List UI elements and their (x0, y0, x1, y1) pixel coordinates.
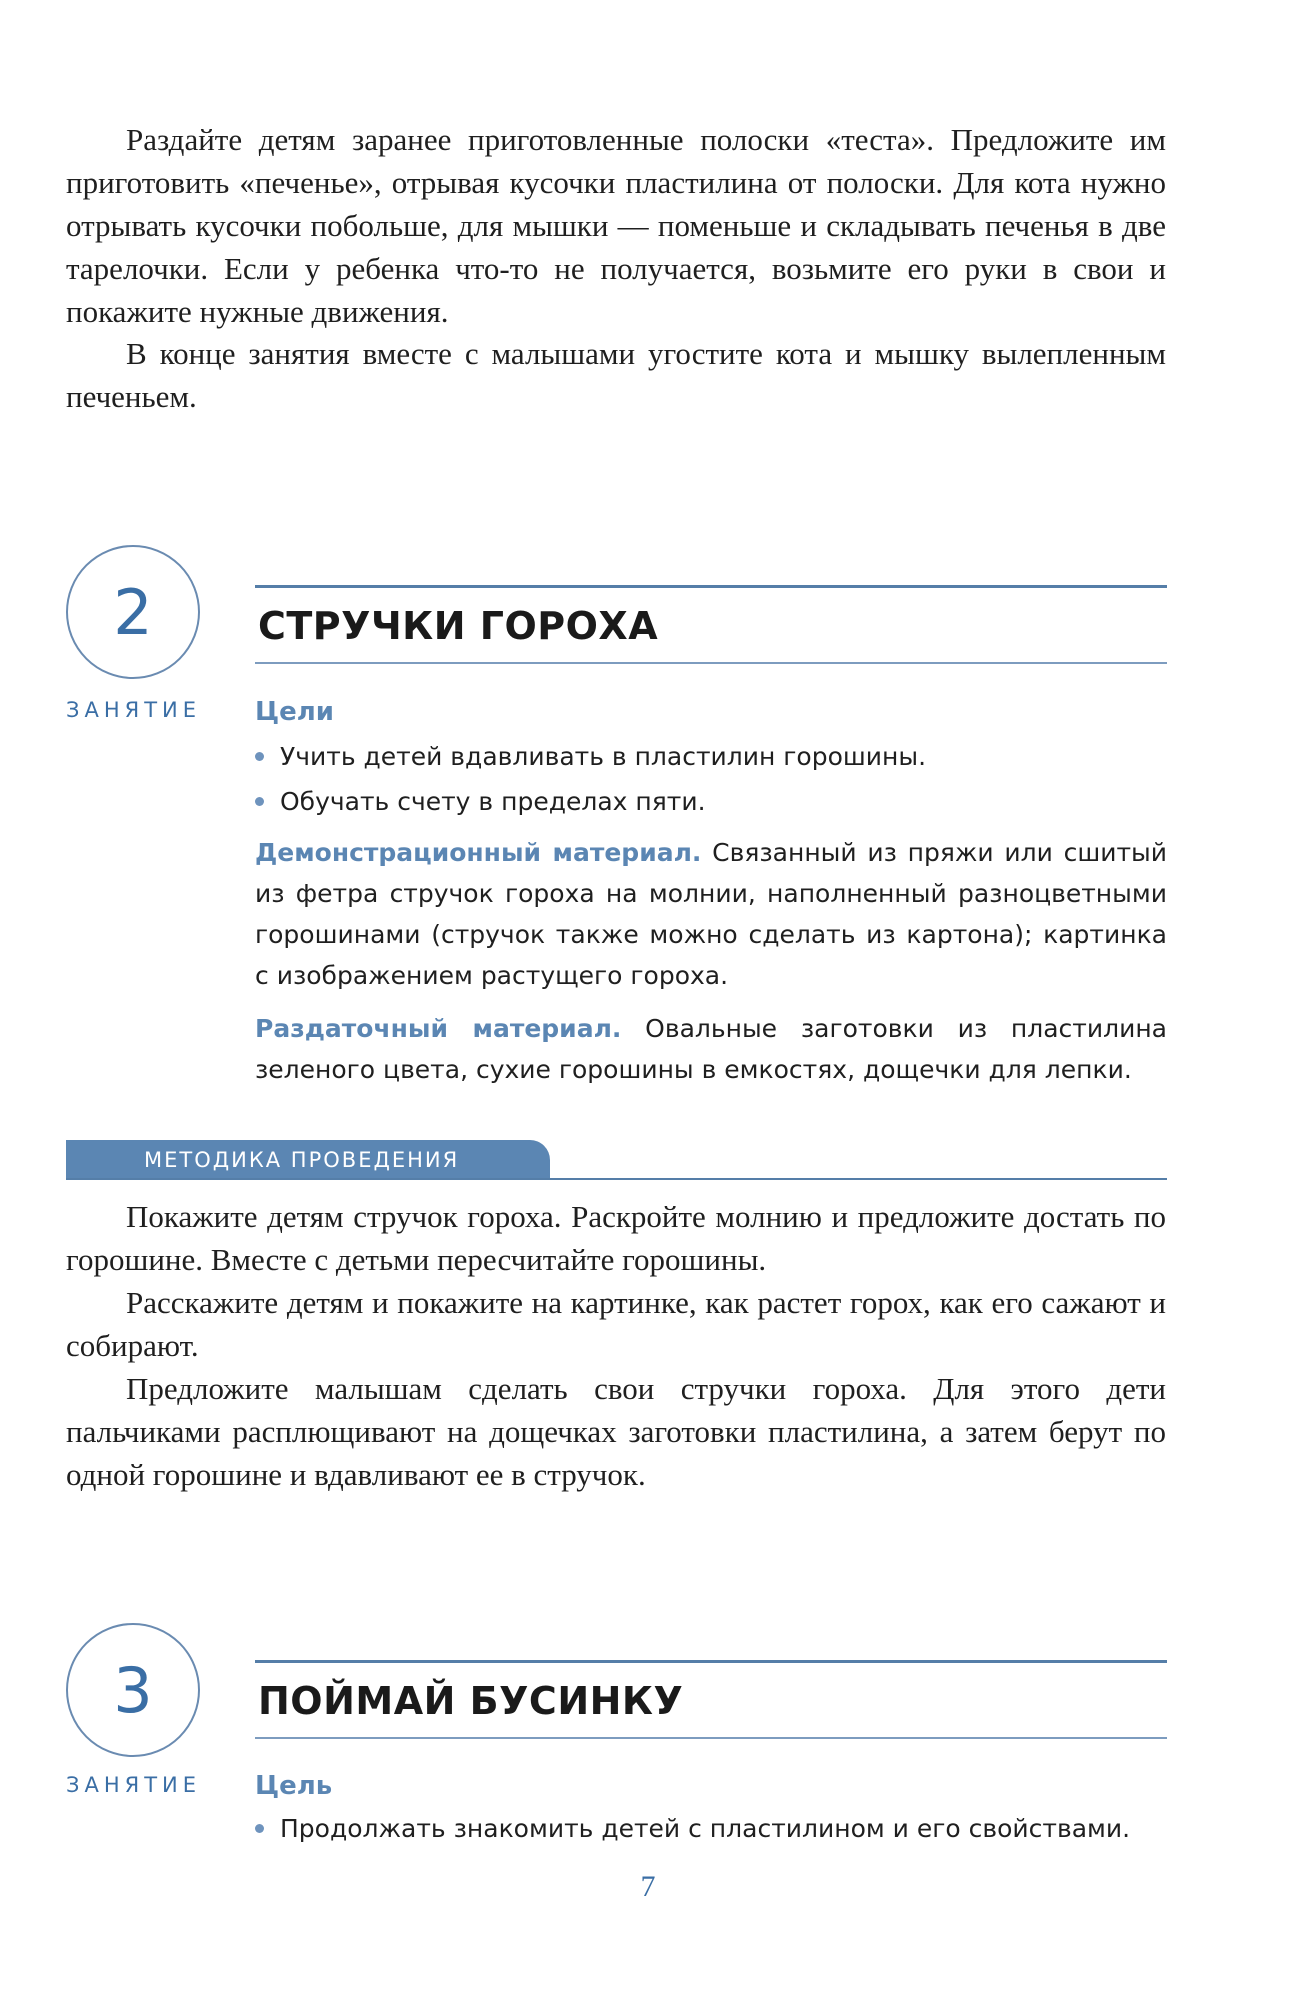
lesson-3-top-rule (255, 1660, 1167, 1663)
bullet-dot-icon (255, 752, 264, 761)
lesson-3-label: ЗАНЯТИЕ (66, 1773, 202, 1797)
lesson-2-number: 2 (113, 575, 153, 649)
handout-material-label: Раздаточный материал. (255, 1014, 622, 1043)
lesson-2-title: СТРУЧКИ ГОРОХА (258, 604, 659, 648)
lesson-3-number: 3 (113, 1653, 153, 1727)
demo-material-text: Связанный из пряжи или сшитый из фетра стручок гороха на молнии, наполненный разноцветными горошинами (стручок также можно сделать из картона); картинка с изображением растущего гороха. (255, 838, 1168, 990)
method-paragraph-2: Расскажите детям и покажите на картинке, как растет горох, как его сажают и собирают. (66, 1285, 1166, 1363)
bullet-dot-icon (255, 797, 264, 806)
method-heading: МЕТОДИКА ПРОВЕДЕНИЯ (66, 1140, 550, 1180)
lesson-2-goal-item: Обучать счету в пределах пяти. (255, 782, 706, 822)
page-number: 7 (640, 1870, 656, 1903)
lesson-3-title: ПОЙМАЙ БУСИНКУ (258, 1679, 684, 1723)
handout-material-text: Овальные заготовки из пластилина зеленого цвета, сухие горошины в емкостях, дощечки для лепки. (255, 1014, 1167, 1084)
method-paragraph-1: Покажите детям стручок гороха. Раскройте молнию и предложите достать по горошине. Вместе с детьми пересчитайте горошины. (66, 1199, 1166, 1277)
bullet-dot-icon (255, 1824, 264, 1833)
intro-paragraph-1: Раздайте детям заранее приготовленные полоски «теста». Предложите им приготовить «печенье», отрывая кусочки пластилина от полоски. Для кота нужно отрывать кусочки побольше, для мышки — поменьше и складывать печенья в две тарелочки. Если у ребенка что-то не получается, возьмите его руки в свои и покажите нужные движения. (66, 122, 1166, 329)
lesson-2-goals-heading: Цели (255, 697, 335, 727)
intro-paragraph-2: В конце занятия вместе с малышами угостите кота и мышку вылепленным печеньем. (66, 336, 1166, 414)
lesson-2-number-circle (66, 545, 200, 679)
lesson-2-goal-item: Учить детей вдавливать в пластилин горошины. (255, 737, 926, 777)
lesson-3-bottom-rule (255, 1737, 1167, 1739)
lesson-2-label: ЗАНЯТИЕ (66, 698, 202, 722)
lesson-2-handout-material (255, 1008, 1167, 1090)
lesson-2-top-rule (255, 585, 1167, 588)
lesson-3-goal-item: Продолжать знакомить детей с пластилином и его свойствами. (255, 1809, 1130, 1849)
lesson-3-goals-heading: Цель (255, 1771, 333, 1801)
method-rule (66, 1178, 1167, 1180)
lesson-3-number-circle (66, 1623, 200, 1757)
lesson-2-demo-material (255, 832, 1167, 996)
demo-material-label: Демонстрационный материал. (255, 838, 702, 867)
lesson-2-bottom-rule (255, 662, 1167, 664)
method-paragraph-3: Предложите малышам сделать свои стручки гороха. Для этого дети пальчиками расплющивают на дощечках заготовки пластилина, а затем берут по одной горошине и вдавливают ее в стручок. (66, 1371, 1166, 1492)
